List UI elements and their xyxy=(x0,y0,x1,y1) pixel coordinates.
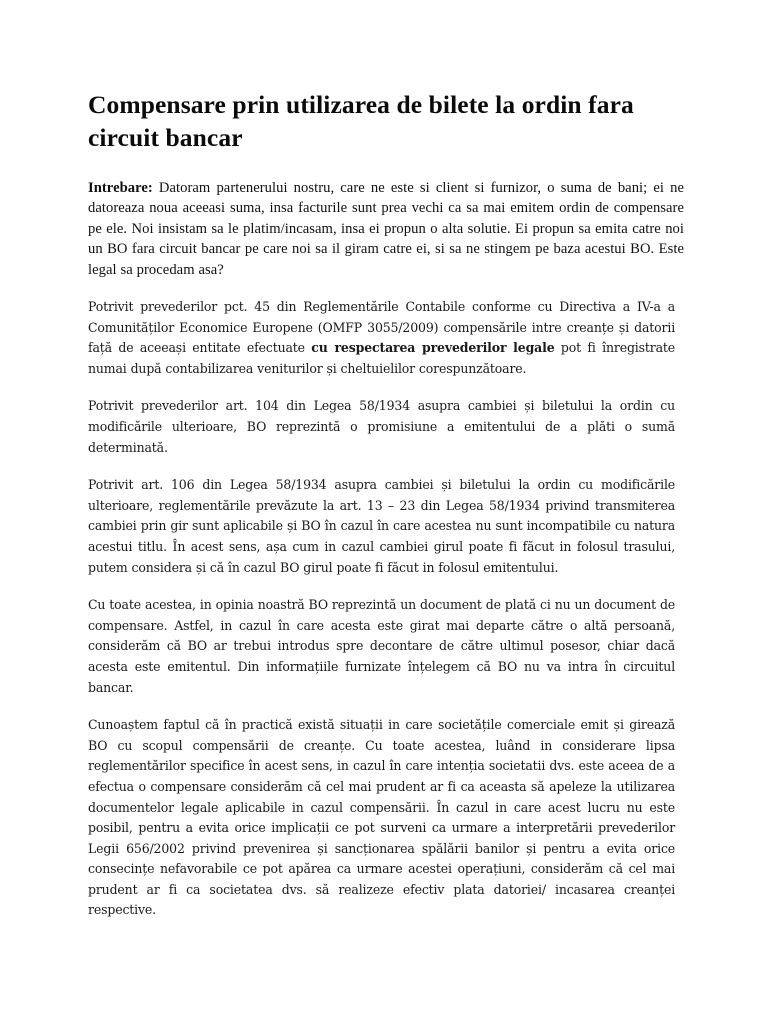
reglementari-text-before: Potrivit prevederilor pct. 45 din Reglementările Contabile conforme cu Directiva a IV-a a Comunităților Economice Europene (OMFP 3055/2009) compensările intre creanțe și datorii față de aceeași entitate efectuate xyxy=(88,299,676,356)
paragraph-art-104: Potrivit prevederilor art. 104 din Legea 58/1934 asupra cambiei și biletului la ordin cu modificările ulterioare, BO reprezintă o promisiune a emitentului de a plăti o sumă determinată. xyxy=(88,398,676,455)
reglementari-bold-phrase: cu respectarea prevederilor legale xyxy=(311,340,555,356)
document-body xyxy=(88,178,684,921)
question-label: Intrebare: xyxy=(88,180,153,196)
paragraph-question xyxy=(88,178,684,280)
paragraph-concluzie: Cunoaștem faptul că în practică există situații in care societățile comerciale emit și girează BO cu scopul compensării de creanțe. Cu toate acestea, luând in considerare lipsa reglementărilor specifice în acest sens, in cazul în care intenția societatii dvs. este aceea de a efectua o compensare considerăm că cel mai prudent ar fi ca aceasta să apeleze la utilizarea documentelor legale aplicabile in cazul compensării. În cazul in care acest lucru nu este posibil, pentru a evita orice implicații ce pot surveni ca urmare a interpretării prevederilor Legii 656/2002 privind prevenirea și sancționarea spălării banilor și pentru a evita orice consecințe nefavorabile ce pot apărea ca urmare acestei operațiuni, considerăm că cel mai prudent ar fi ca societatea dvs. să realizeze efectiv plata datoriei/ incasarea creanței respective. xyxy=(88,717,676,918)
reglementari-text-after: pot fi înregistrate numai după contabilizarea veniturilor și cheltuielilor corespunzătoare. xyxy=(88,340,676,376)
question-text: Datoram partenerului nostru, care ne este si client si furnizor, o suma de bani; ei ne datoreaza noua aceeasi suma, insa facturile sunt prea vechi ca sa mai emitem ordin de compensare pe ele. Noi insistam sa le platim/incasam, insa ei propun o alta solutie. Ei propun sa emita catre noi un BO fara circuit bancar pe care noi sa il giram catre ei, si sa ne stingem pe baza acestui BO. Este legal sa procedam asa? xyxy=(88,180,684,278)
page-title: Compensare prin utilizarea de bilete la ordin fara circuit bancar xyxy=(88,90,634,152)
paragraph-reglementari-contabile xyxy=(88,297,675,379)
paragraph-art-106: Potrivit art. 106 din Legea 58/1934 asupra cambiei și biletului la ordin cu modificările ulterioare, reglementările prevăzute la art. 13 – 23 din Legea 58/1934 privind transmiterea cambiei prin gir sunt aplicabile și BO în cazul în care acestea nu sunt incompatibile cu natura acestui titlu. În acest sens, așa cum in cazul cambiei girul poate fi făcut in folosul trasului, putem considera și că în cazul BO girul poate fi făcut in folosul emitentului. xyxy=(88,477,676,575)
paragraph-opinia-noastra: Cu toate acestea, in opinia noastră BO reprezintă un document de plată ci nu un document de compensare. Astfel, in cazul în care acesta este girat mai departe către o altă persoană, considerăm că BO ar trebui introdus spre decontare de către ultimul posesor, chiar dacă acesta este emitentul. Din informațiile furnizate înțelegem că BO nu va intra în circuitul bancar. xyxy=(88,597,676,695)
